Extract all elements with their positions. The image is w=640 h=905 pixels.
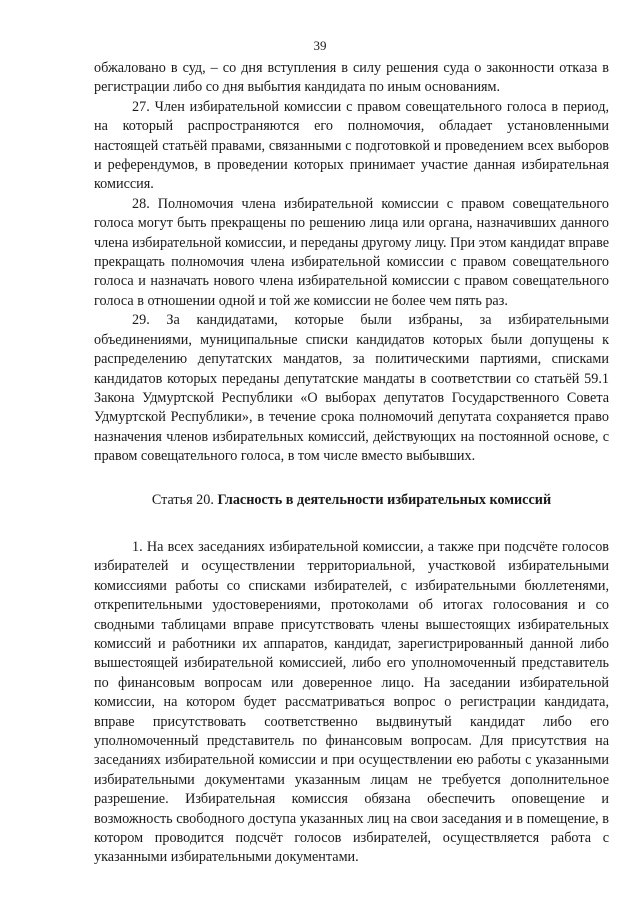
article-prefix: Статья 20.	[151, 491, 218, 508]
document-body	[94, 59, 609, 868]
page-number: 39	[313, 38, 327, 53]
paragraph-clause-29: 29. За кандидатами, которые были избраны, за избирательными объединениями, муниципальные списки кандидатов которых были допущены к распределению депутатских мандатов, за политическими партиями, списками кандидатов которых переданы депутатские мандаты в соответствии со статьёй 59.1 Закона Удмуртской Республики «О выборах депутатов Государственного Совета Удмуртской Республики», в течение срока полномочий депутата сохраняется право назначения членов избирательных комиссий, действующих на постоянной основе, с правом совещательного голоса, в том числе вместо выбывших.	[94, 312, 609, 465]
paragraph-clause-28: 28. Полномочия члена избирательной комиссии с правом совещательного голоса могут быть прекращены по решению лица или органа, назначивших данного члена избирательной комиссии, и переданы другому лицу. При этом кандидат вправе прекращать полномочия члена избирательной комиссии с правом совещательного голоса и назначать нового члена избирательной комиссии с правом совещательного голоса в отношении одной и той же комиссии не более чем пять раз.	[94, 195, 609, 309]
paragraph-continuation: обжаловано в суд, – со дня вступления в силу решения суда о законности отказа в регистрации либо со дня выбытия кандидата по иным основаниям.	[94, 60, 609, 96]
article-title: Гласность в деятельности избирательных комиссий	[217, 491, 552, 508]
article-heading	[94, 491, 609, 510]
paragraph-article-20-clause-1: 1. На всех заседаниях избирательной комиссии, а также при подсчёте голосов избирателей и осуществлении территориальной, участковой избирательными комиссиями работы со списками избирателей, с избирательными бюллетенями, открепительными удостоверениями, протоколами об итогах голосования и со сводными таблицами вправе присутствовать члены вышестоящих избирательных комиссий и работники их аппаратов, кандидат, зарегистрированный данной либо вышестоящей избирательной комиссией, либо его уполномоченный представитель по финансовым вопросам или доверенное лицо. На заседании избирательной комиссии, на котором будет рассматриваться вопрос о регистрации кандидата, вправе присутствовать соответственно выдвинутый кандидат либо его уполномоченный представитель по финансовым вопросам. Для присутствия на заседаниях избирательной комиссии и при осуществлении ею работы с указанными избирательными документами указанным лицам не требуется дополнительное разрешение. Избирательная комиссия обязана обеспечить оповещение и возможность свободного доступа указанных лиц на свои заседания и в помещение, в котором проводится подсчёт голосов избирателей, осуществляется работа с указанными избирательными документами.	[94, 538, 609, 866]
paragraph-clause-27: 27. Член избирательной комиссии с правом совещательного голоса в период, на который распространяются его полномочия, обладает установленными настоящей статьёй правами, связанными с подготовкой и проведением всех выборов и референдумов, в проведении которых принимает участие данная избирательная комиссия.	[94, 98, 609, 193]
